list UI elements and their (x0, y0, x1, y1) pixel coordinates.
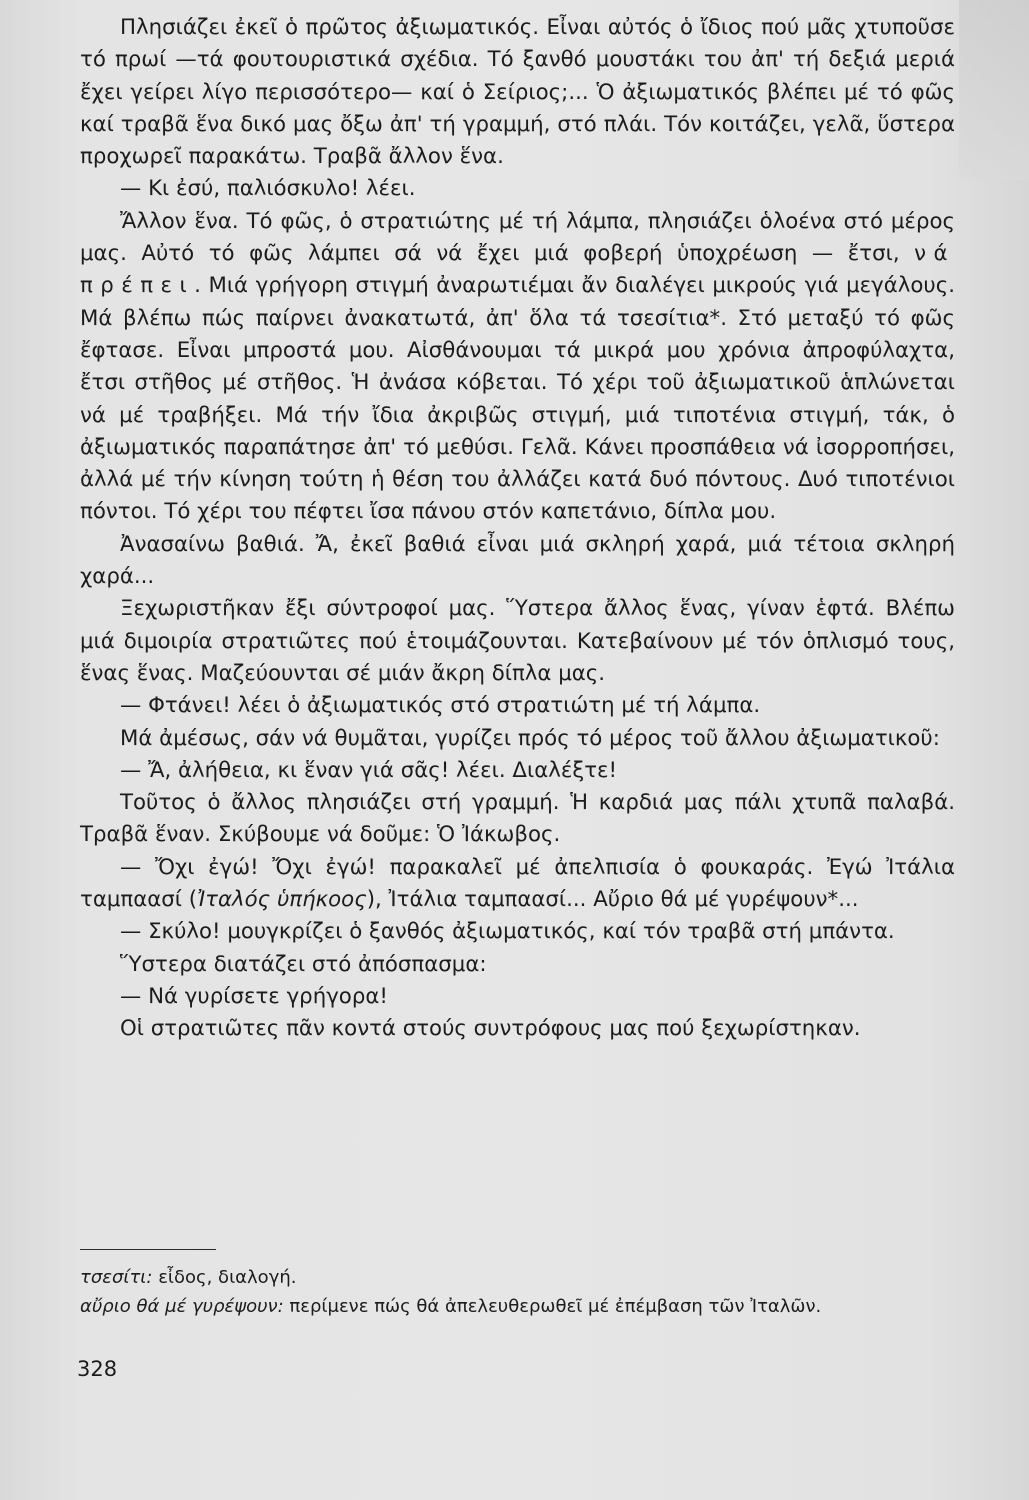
paragraph: Ξεχωριστῆκαν ἔξι σύντροφοί μας. Ὕστερα ἄλλος ἕνας, γίναν ἑφτά. Βλέπω μιά διμοιρία στρατιῶτες πού ἑτοιμάζουνται. Κατεβαίνουν μέ τόν ὁπλισμό τους, ἕνας ἕνας. Μαζεύουνται σέ μιάν ἄκρη δίπλα μας. (80, 596, 955, 686)
paragraph: Ὕστερα διατάζει στό ἀπόσπασμα: (120, 951, 487, 977)
body-text (80, 12, 955, 1046)
emphasized-text: νά πρέπει (80, 241, 955, 299)
paragraph: — Κι ἐσύ, παλιόσκυλο! λέει. (120, 176, 416, 202)
footnote (80, 1292, 955, 1321)
footnote-definition: περίμενε πώς θά ἀπελευθερωθεῖ μέ ἐπέμβαση τῶν Ἰταλῶν. (289, 1296, 822, 1317)
footnote-divider (80, 1249, 216, 1250)
paragraph: Μά ἀμέσως, σάν νά θυμᾶται, γυρίζει πρός τό μέρος τοῦ ἄλλου ἀξιωματικοῦ: (120, 725, 940, 751)
footnote-term: τσεσίτι: (80, 1267, 153, 1288)
footnote-definition: εἶδος, διαλογή. (158, 1267, 297, 1288)
paragraph: Ἀνασαίνω βαθιά. Ἄ, ἐκεῖ βαθιά εἶναι μιά σκληρή χαρά, μιά τέτοια σκληρή χαρά... (80, 531, 955, 590)
footnotes (80, 1263, 955, 1321)
paragraph: — Σκύλο! μουγκρίζει ὁ ξανθός ἀξιωματικός, καί τόν τραβᾶ στή μπάντα. (120, 919, 895, 945)
paragraph: Ἄλλον ἕνα. Τό φῶς, ὁ στρατιώτης μέ τή λάμπα, πλησιάζει ὁλοένα στό μέρος μας. Αὐτό τό φῶς λάμπει σά νά ἔχει μιά φοβερή ὑποχρέωση — ἔτσι, νά πρέπει. Μιά γρήγορη στιγμή ἀναρωτιέμαι ἄν διαλέγει μικρούς γιά μεγάλους. Μά βλέπω πώς παίρνει ἀνακατωτά, ἀπ' ὅλα τά τσεσίτια*. Στό μεταξύ τό φῶς ἔφτασε. Εἶναι μπροστά μου. Αἰσθάνουμαι τά μικρά μου χρόνια ἀπροφύλαχτα, ἔτσι στῆθος μέ στῆθος. Ἡ ἀνάσα κόβεται. Τό χέρι τοῦ ἀξιωματικοῦ ἁπλώνεται νά μέ τραβήξει. Μά τήν ἴδια ἀκριβῶς στιγμή, μιά τιποτένια στιγμή, τάκ, ὁ ἀξιωματικός παραπάτησε ἀπ' τό μεθύσι. Γελᾶ. Κάνει προσπάθεια νά ἰσορροπήσει, ἀλλά μέ τήν κίνηση τούτη ἡ θέση του ἀλλάζει κατά δυό πόντους. Δυό τιποτένιοι πόντοι. Τό χέρι του πέφτει ἴσα πάνου στόν καπετάνιο, δίπλα μου. (80, 208, 955, 525)
italic-gloss: Ἰταλός ὑπήκοος (197, 887, 367, 913)
paragraph: — Φτάνει! λέει ὁ ἀξιωματικός στό στρατιώτη μέ τή λάμπα. (120, 693, 761, 719)
paragraph: Πλησιάζει ἐκεῖ ὁ πρῶτος ἀξιωματικός. Εἶναι αὐτός ὁ ἴδιος πού μᾶς χτυποῦσε τό πρωί —τά φουτουριστικά σχέδια. Τό ξανθό μουστάκι του ἀπ' τή δεξιά μεριά ἔχει γείρει λίγο περισσότερο— καί ὁ Σείριος;... Ὁ ἀξιωματικός βλέπει μέ τό φῶς καί τραβᾶ ἕνα δικό μας ὄξω ἀπ' τή γραμμή, στό πλάι. Τόν κοιτάζει, γελᾶ, ὕστερα προχωρεῖ παρακάτω. Τραβᾶ ἄλλον ἕνα. (80, 15, 955, 170)
footnote-term: αὔριο θά μέ γυρέψουν: (80, 1296, 284, 1317)
footnote (80, 1263, 955, 1292)
paragraph: — Νά γυρίσετε γρήγορα! (120, 983, 388, 1009)
paragraph: Οἱ στρατιῶτες πᾶν κοντά στούς συντρόφους μας πού ξεχωρίστηκαν. (120, 1016, 861, 1042)
paragraph: Τοῦτος ὁ ἄλλος πλησιάζει στή γραμμή. Ἡ καρδιά μας πάλι χτυπᾶ παλαβά. Τραβᾶ ἕναν. Σκύβουμε νά δοῦμε: Ὁ Ἰάκωβος. (80, 790, 955, 848)
facing-page-bleed (959, 0, 1029, 180)
paragraph: — Ὄχι ἐγώ! Ὄχι ἐγώ! παρακαλεῖ μέ ἀπελπισία ὁ φουκαράς. Ἐγώ Ἰτάλια ταμπαασί (Ἰταλός ὑπήκοος), Ἰτάλια ταμπαασί... Αὔριο θά μέ γυρέψουν*... (80, 854, 955, 913)
paragraph: — Ἄ, ἀλήθεια, κι ἕναν γιά σᾶς! λέει. Διαλέξτε! (120, 757, 618, 783)
page-number: 328 (77, 1357, 118, 1381)
